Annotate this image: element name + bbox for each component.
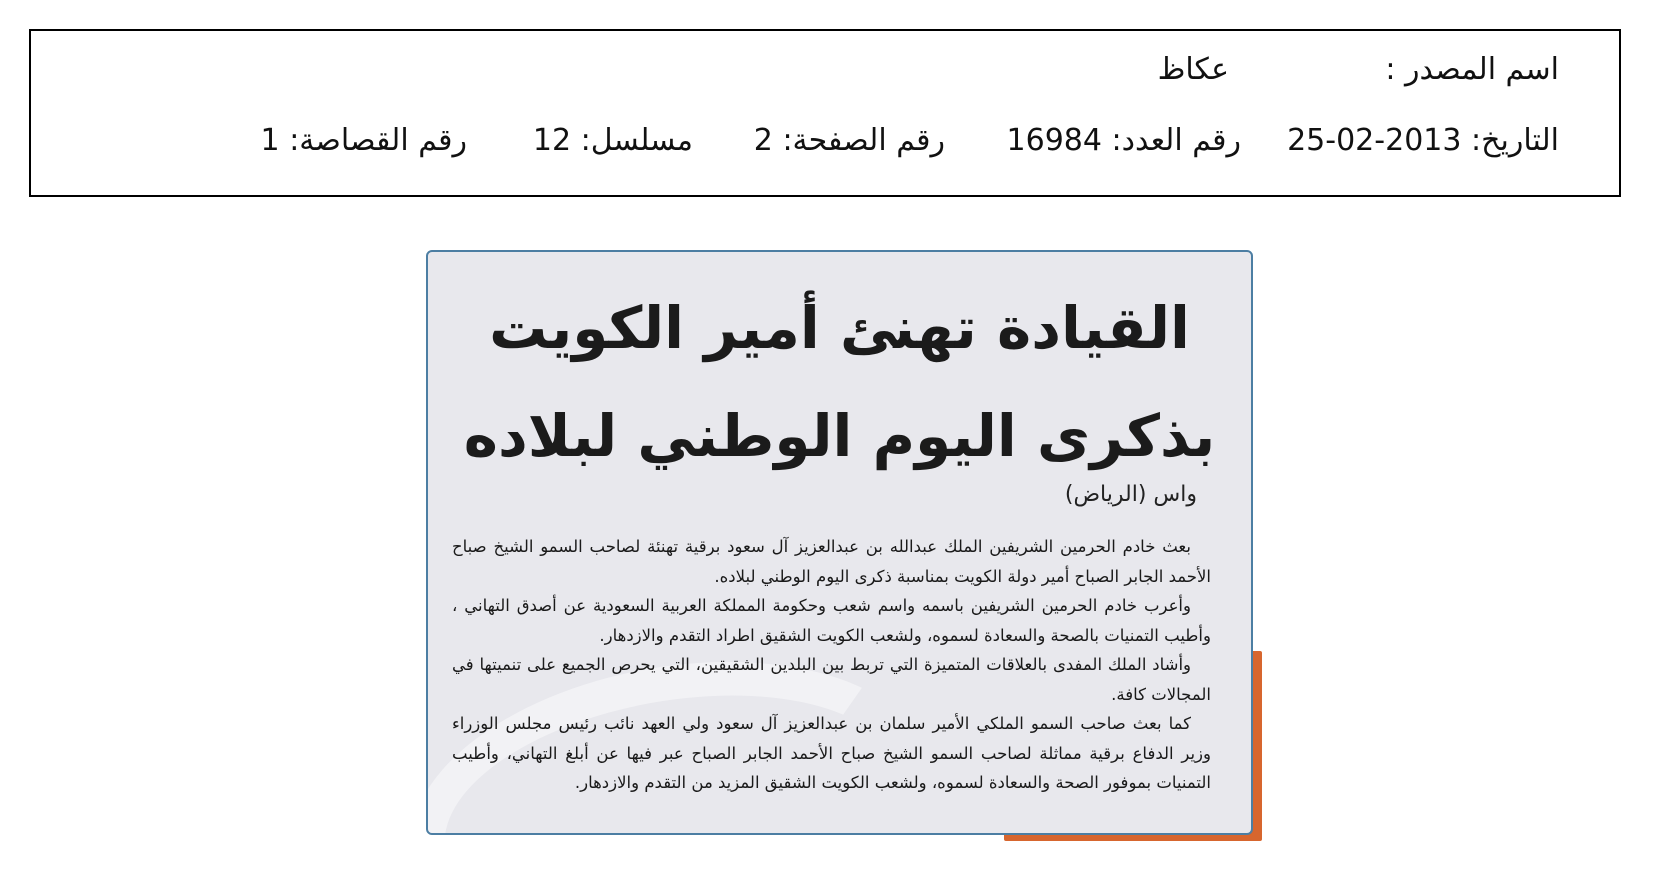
- article-body: [452, 532, 1211, 798]
- serial-label: مسلسل:: [580, 123, 693, 158]
- clip-number-label: رقم القصاصة:: [289, 123, 467, 158]
- serial-field: [532, 123, 693, 158]
- page-field: [753, 123, 945, 158]
- article-paragraph: كما بعث صاحب السمو الملكي الأمير سلمان بن عبدالعزيز آل سعود ولي العهد نائب رئيس مجلس الوزراء وزير الدفاع برقية مماثلة لصاحب السمو الشيخ صباح الأحمد الجابر الصباح عبر فيها عن أبلغ التهاني، وأطيب التمنيات بموفور الصحة والسعادة لسموه، ولشعب الكويت الشقيق المزيد من التقدم والازدهار.: [452, 714, 1211, 792]
- article-headline: [458, 274, 1221, 490]
- source-value: عكاظ: [1157, 52, 1229, 87]
- serial-value: 12: [532, 123, 572, 158]
- article-byline: واس (الرياض): [1064, 482, 1197, 507]
- date-value: 2013-02-25: [1287, 123, 1462, 158]
- newspaper-clipping: [426, 250, 1253, 835]
- headline-line-1: القيادة تهنئ أمير الكويت: [489, 294, 1190, 362]
- clip-number-field: [260, 123, 467, 158]
- clipping-metadata-box: [29, 29, 1621, 197]
- source-label: اسم المصدر :: [1385, 52, 1559, 87]
- issue-label: رقم العدد:: [1111, 123, 1241, 158]
- page-label: رقم الصفحة:: [782, 123, 945, 158]
- date-field: [1287, 123, 1559, 158]
- issue-value: 16984: [1006, 123, 1102, 158]
- issue-field: [1006, 123, 1241, 158]
- headline-line-2: بذكرى اليوم الوطني لبلاده: [463, 402, 1216, 470]
- article-paragraph: بعث خادم الحرمين الشريفين الملك عبدالله بن عبدالعزيز آل سعود برقية تهنئة لصاحب السمو الشيخ صباح الأحمد الجابر الصباح أمير دولة الكويت بمناسبة ذكرى اليوم الوطني لبلاده.: [452, 537, 1211, 586]
- date-label: التاريخ:: [1471, 123, 1559, 158]
- article-card: [426, 250, 1253, 835]
- clip-number-value: 1: [260, 123, 280, 158]
- page-value: 2: [753, 123, 773, 158]
- article-paragraph: وأعرب خادم الحرمين الشريفين باسمه واسم شعب وحكومة المملكة العربية السعودية عن أصدق التهاني ، وأطيب التمنيات بالصحة والسعادة لسموه، ولشعب الكويت الشقيق اطراد التقدم والازدهار.: [452, 596, 1211, 645]
- article-paragraph: وأشاد الملك المفدى بالعلاقات المتميزة التي تربط بين البلدين الشقيقين، التي يحرص الجميع على تنميتها في المجالات كافة.: [452, 655, 1211, 704]
